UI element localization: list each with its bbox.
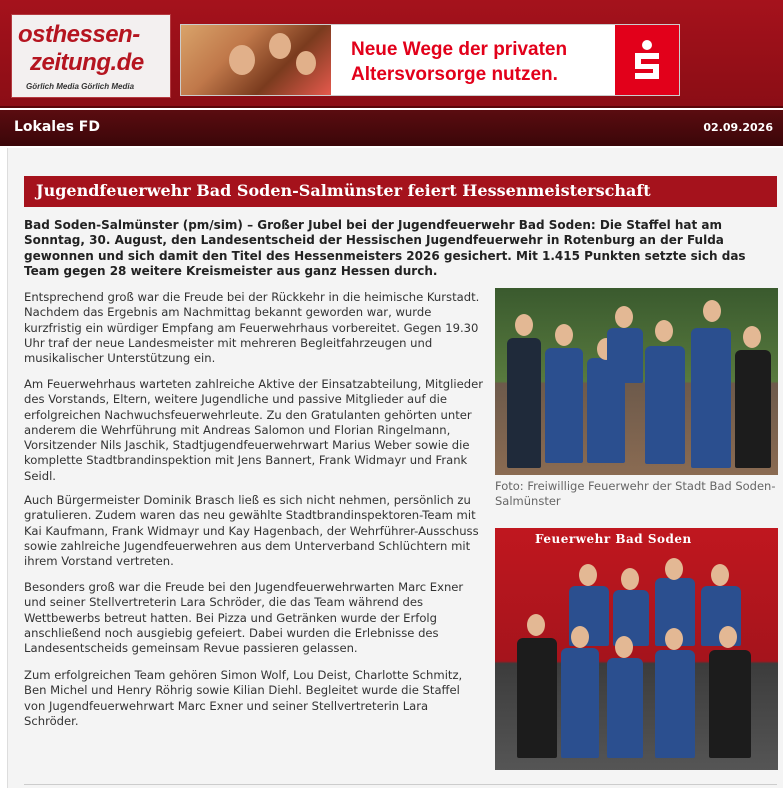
site-header (0, 0, 783, 108)
article-paragraph: Entsprechend groß war die Freude bei der Rückkehr in die heimische Kurstadt. Nachdem das Ergebnis am Nachmittag bekannt geworden war, wurde kurzfristig ein würdiger Empfang am Feuerwehrhaus vorbereitet. Gegen 19.30 Uhr traf der neue Landesmeister mit mehreren Begleitfahrzeugen und musikalischer Unterstützung ein. (24, 290, 480, 366)
ad-text-line1: Neue Wege der privaten (351, 39, 568, 60)
logo-subtitle: Görlich Media Görlich Media (26, 82, 135, 91)
article-paragraph: Am Feuerwehrhaus warteten zahlreiche Aktive der Einsatzabteilung, Mitglieder des Vorstands, Eltern, weitere Jugendliche und passive Mitglieder auf die erfolgreichen Nachwuchsfeuerwehrleute. Zu den Gratulanten gehörten unter anderem die Wehrführung mit Andreas Salomon und Florian Ringelmann, Vorsitzender Nils Jaschik, Stadtjugendfeuerwehrwart Marius Weber sowie die komplette Stadtbrandinspektion mit Jens Bannert, Frank Widmayr und Frank Seidl. (24, 377, 483, 483)
article-title: Jugendfeuerwehr Bad Soden-Salmünster feiert Hessenmeisterschaft (36, 181, 651, 200)
section-bar (0, 110, 783, 146)
article-title-bar (24, 176, 777, 207)
article-paragraph: Zum erfolgreichen Team gehören Simon Wolf, Lou Deist, Charlotte Schmitz, Ben Michel und Henry Röhrig sowie Kilian Diehl. Begleitet wurde die Staffel von Jugendfeuerwehrwart Marc Exner und seiner Stellvertreterin Lara Schröder. (24, 668, 463, 728)
sparkasse-s-icon (615, 25, 679, 96)
firehouse-sign: Feuerwehr Bad Soden (535, 532, 692, 546)
article-photo-team-firehouse[interactable] (495, 528, 778, 770)
photo-caption: Foto: Freiwillige Feuerwehr der Stadt Bad Soden-Salmünster (495, 479, 776, 508)
divider (24, 784, 777, 785)
ad-text (351, 37, 567, 87)
article-paragraph: Besonders groß war die Freude bei den Jugendfeuerwehrwarten Marc Exner und seiner Stellvertreterin Lara Schröder, die das Team während des Wettbewerbs betreut hatten. Bei Pizza und Getränken wurde der Erfolg anschließend noch ausgiebig gefeiert. Dabei wurden die Erlebnisse des Landesentscheids gemeinsam Revue passieren gelassen. (24, 580, 464, 656)
logo-text-line1: osthessen- (18, 21, 140, 48)
article-photo-team-field[interactable] (495, 288, 778, 475)
ad-photo (181, 25, 331, 96)
article-content (7, 148, 783, 788)
ad-text-line2: Altersvorsorge nutzen. (351, 64, 558, 85)
article-lead: Bad Soden-Salmünster (pm/sim) – Großer Jubel bei der Jugendfeuerwehr Bad Soden: Die Staffel hat am Sonntag, 30. August, den Landesentscheid der Hessischen Jugendfeuerwehr in Rotenburg an der Fulda gewonnen und sich damit den Titel des Hessenmeisters 2026 gesichert. Mit 1.415 Punkten setzte sich das Team gegen 28 weitere Kreismeister aus ganz Hessen durch. (24, 218, 746, 278)
section-date: 02.09.2026 (703, 121, 773, 134)
section-title[interactable]: Lokales FD (14, 119, 100, 135)
ad-banner[interactable] (180, 24, 680, 96)
article-paragraph: Auch Bürgermeister Dominik Brasch ließ es sich nicht nehmen, persönlich zu gratulieren. Zudem waren das neu gewählte Stadtbrandinspektoren-Team mit Kai Kaufmann, Frank Widmayr und Kay Hagenbach, der Wehrführer-Ausschuss sowie zahlreiche Jugendfeuerwehren aus dem Unterverband Schlüchtern mit ihrem Vorstand vertreten. (24, 493, 479, 569)
logo-text-line2: zeitung.de (30, 49, 144, 76)
site-logo[interactable] (11, 14, 171, 98)
